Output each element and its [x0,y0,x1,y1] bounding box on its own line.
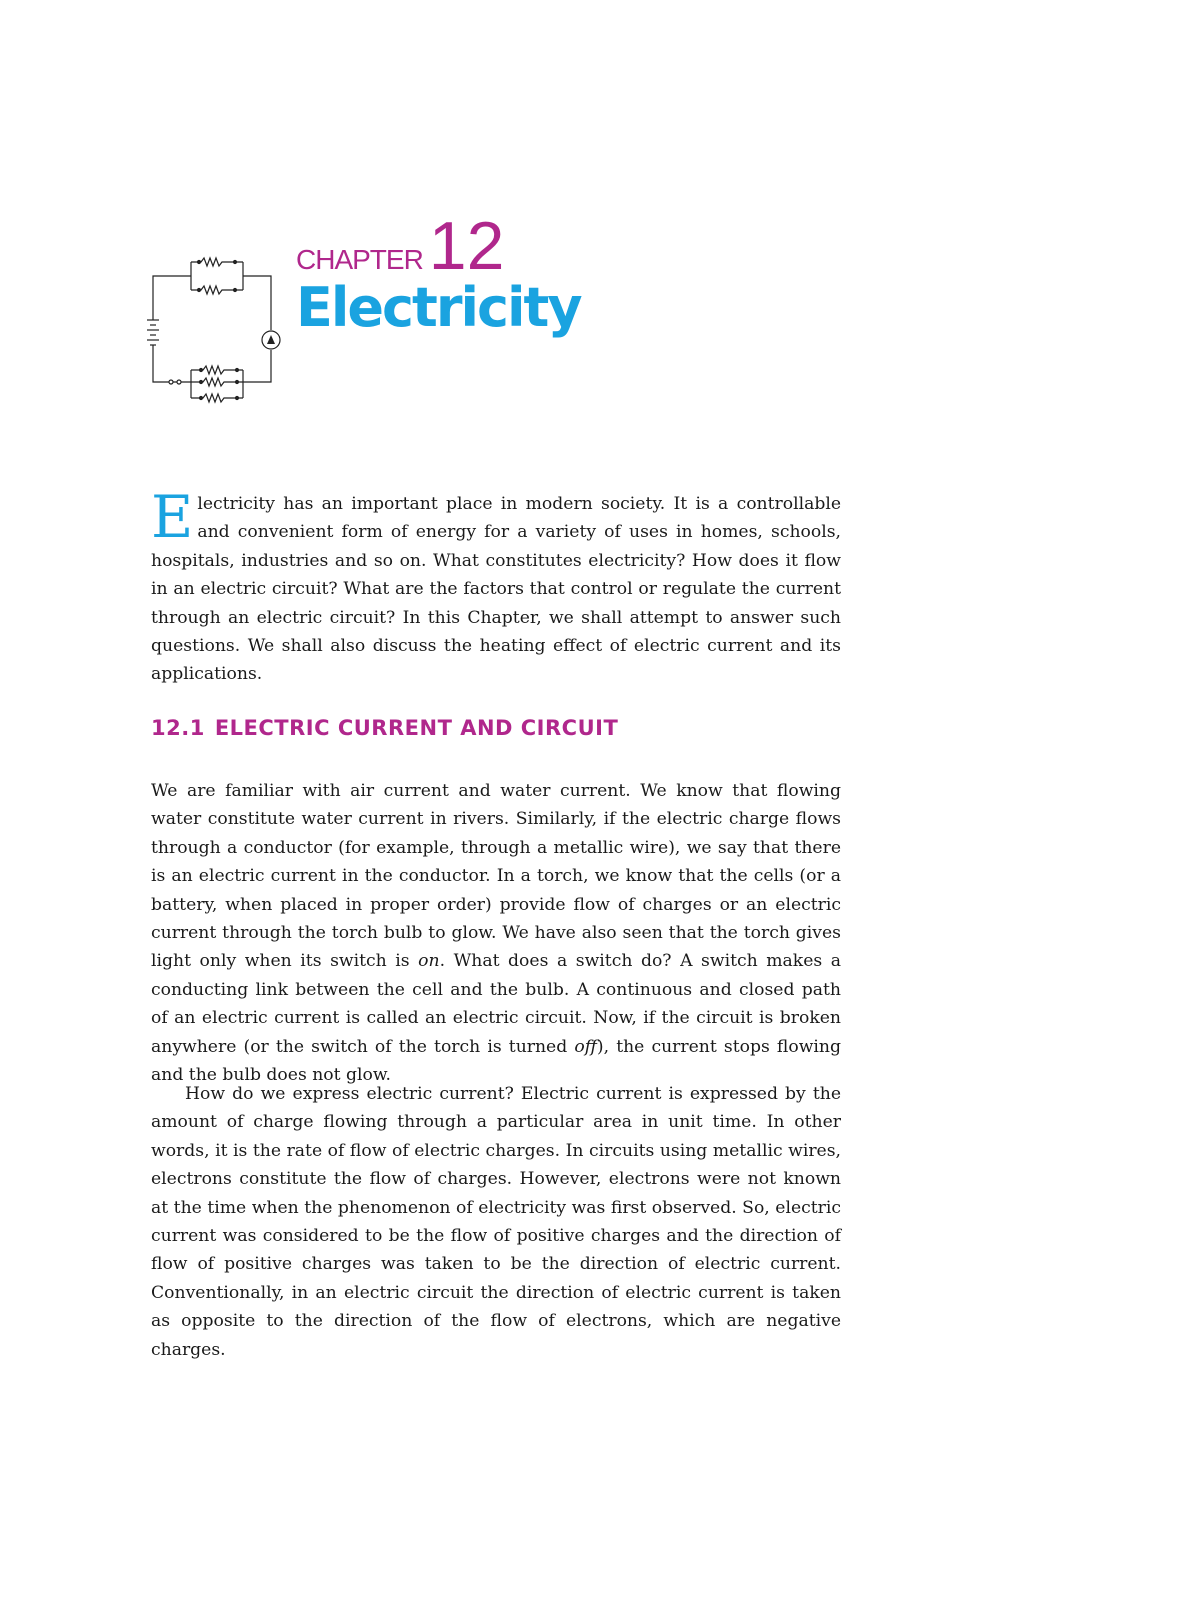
circuit-wire [153,348,191,382]
parallel-resistors-top [191,258,243,294]
body-paragraph-2: How do we express electric current? Electric current is expressed by the amount of charge flowing through a particular area in unit time. In other words, it is the rate of flow of electric charges. In circuits using metallic wires, electrons constitute the flow of charges. However, electrons were not known at the time when the phenomenon of electricity was first observed. So, electric current was considered to be the flow of positive charges and the direction of flow of positive charges was taken to be the direction of electric current. Conventionally, in an electric circuit the direction of electric current is taken as opposite to the direction of the flow of electrons, which are negative charges. [151,1084,841,1360]
circuit-wire [243,276,271,330]
chapter-label [296,208,505,284]
chapter-word: CHAPTER [296,244,423,275]
circuit-wire [153,276,191,320]
para1-part3: ), the current stops flowing and the bulb does not glow. [151,1036,841,1086]
chapter-title: Electricity [296,276,581,339]
section-title: ELECTRIC CURRENT AND CIRCUIT [214,716,619,740]
body-paragraph-1 [151,777,841,1089]
circuit-wire [243,350,271,382]
intro-text: lectricity has an important place in modern society. It is a controllable and convenient form of energy for a variety of uses in homes, schools, hospitals, industries and so on. What constitutes electricity? How does it flow in an electric circuit? What are the factors that control or regulate the current through an electric circuit? In this Chapter, we shall attempt to answer such questions. We shall also discuss the heating effect of electric current and its applications. [151,494,841,685]
section-number: 12.1 [151,716,205,740]
para1-on: on [418,951,440,972]
chapter-number: 12 [428,208,505,284]
parallel-resistors-bottom [191,366,243,402]
circuit-diagram [145,252,285,414]
intro-paragraph [151,483,841,689]
para1-part1: We are familiar with air current and water current. We know that flowing water constitute water current in rivers. Similarly, if the electric charge flows through a conductor (for example, through a metallic wire), we say that there is an electric current in the conductor. In a torch, we know that the cells (or a battery, when placed in proper order) provide flow of charges or an electric current through the torch bulb to glow. We have also seen that the torch gives light only when its switch is [151,781,841,972]
para1-off: off [574,1036,597,1057]
section-heading [151,716,618,740]
drop-cap: E [151,483,194,551]
battery-icon [147,320,159,348]
ammeter-icon [262,331,280,349]
para1-part2: . What does a switch do? A switch makes a conducting link between the cell and the bulb. A continuous and closed path of an electric current is called an electric circuit. Now, if the circuit is broken anywhere (or the switch of the torch is turned [151,951,841,1057]
